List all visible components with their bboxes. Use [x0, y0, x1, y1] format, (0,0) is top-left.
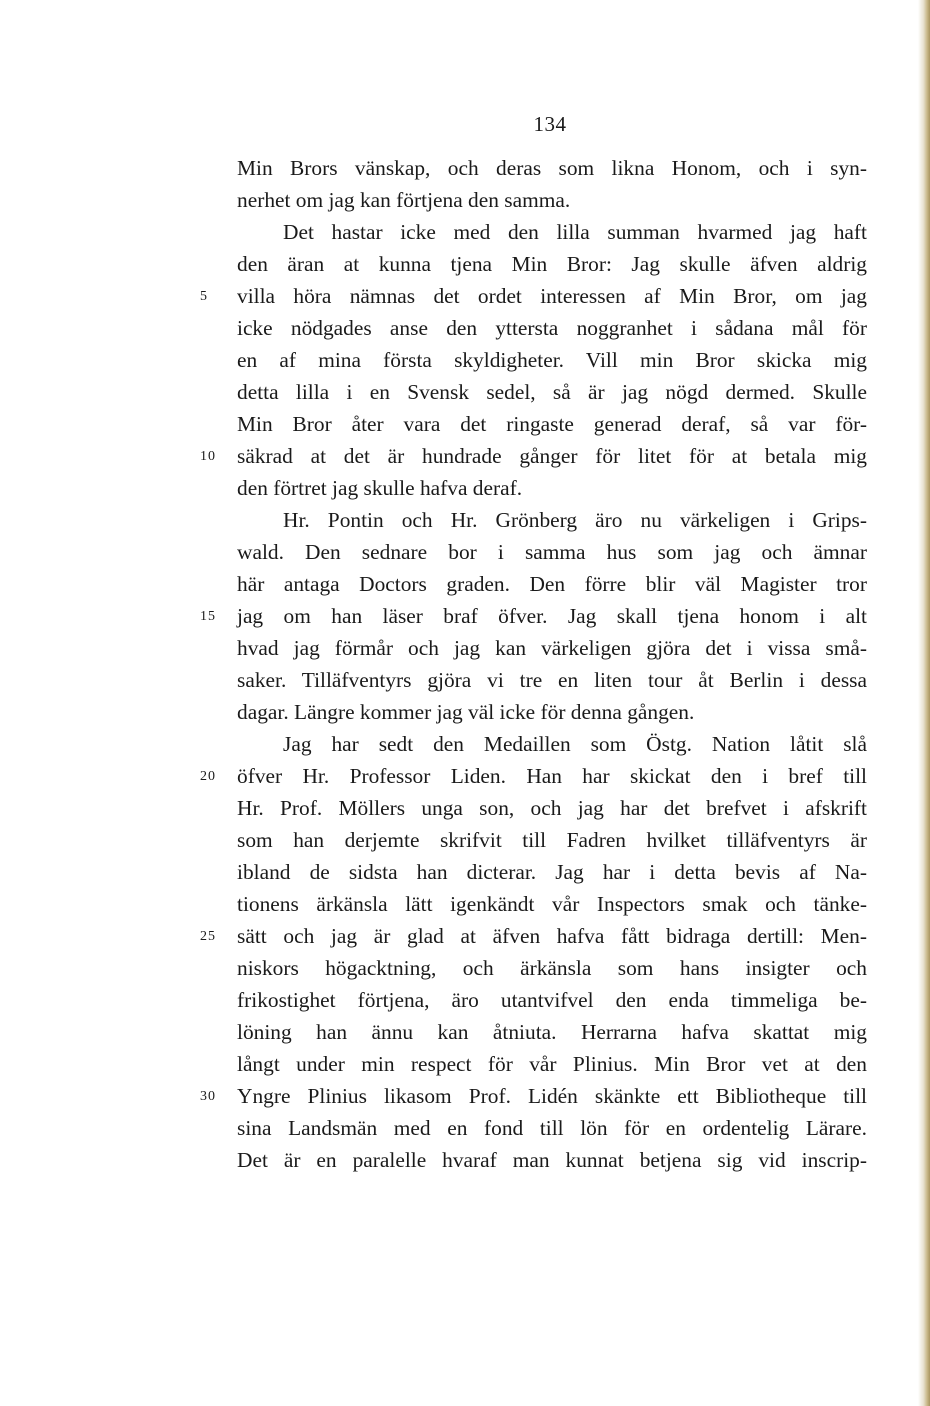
text-line-7: en af mina första skyldigheter. Vill min Bror skicka mig: [237, 348, 867, 372]
text-line-16: hvad jag förmår och jag kan värkeligen gjöra det i vissa små-: [237, 636, 867, 660]
text-line-19: Jag har sedt den Medaillen som Östg. Nation låtit slå: [283, 732, 867, 756]
text-line-21: Hr. Prof. Möllers unga son, och jag har det brefvet i afskrift: [237, 796, 867, 820]
text-line-22: som han derjemte skrifvit till Fadren hvilket tilläfventyrs är: [237, 828, 867, 852]
text-line-32: Det är en paralelle hvaraf man kunnat betjena sig vid inscrip-: [237, 1148, 867, 1172]
text-line-28: löning han ännu kan åtniuta. Herrarna hafva skattat mig: [237, 1020, 867, 1044]
line-number-15: 15: [200, 609, 216, 624]
text-line-15: jag om han läser braf öfver. Jag skall tjena honom i alt: [237, 604, 867, 628]
line-number-30: 30: [200, 1089, 216, 1104]
text-line-29: långt under min respect för vår Plinius. Min Bror vet at den: [237, 1052, 867, 1076]
text-line-6: icke nödgades anse den yttersta noggranhet i sådana mål för: [237, 316, 867, 340]
text-line-10: säkrad at det är hundrade gånger för litet för at betala mig: [237, 444, 867, 468]
text-line-1: Min Brors vänskap, och deras som likna Honom, och i syn-: [237, 156, 867, 180]
page-edge: [918, 0, 930, 1406]
text-line-3: Det hastar icke med den lilla summan hvarmed jag haft: [283, 220, 867, 244]
text-line-31: sina Landsmän med en fond till lön för en ordentelig Lärare.: [237, 1116, 867, 1140]
text-line-17: saker. Tilläfventyrs gjöra vi tre en liten tour åt Berlin i dessa: [237, 668, 867, 692]
page-number: 134: [533, 112, 567, 136]
text-line-13: wald. Den sednare bor i samma hus som jag och ämnar: [237, 540, 867, 564]
text-line-5: villa höra nämnas det ordet interessen af Min Bror, om jag: [237, 284, 867, 308]
line-number-5: 5: [200, 289, 208, 304]
text-line-18: dagar. Längre kommer jag väl icke för denna gången.: [237, 700, 695, 724]
text-line-20: öfver Hr. Professor Liden. Han har skickat den i bref till: [237, 764, 867, 788]
text-line-2: nerhet om jag kan förtjena den samma.: [237, 188, 571, 212]
text-line-23: ibland de sidsta han dicterar. Jag har i detta bevis af Na-: [237, 860, 867, 884]
line-number-20: 20: [200, 769, 216, 784]
line-number-25: 25: [200, 929, 216, 944]
text-line-27: frikostighet förtjena, äro utantvifvel den enda timmeliga be-: [237, 988, 867, 1012]
text-line-12: Hr. Pontin och Hr. Grönberg äro nu värkeligen i Grips-: [283, 508, 867, 532]
text-line-14: här antaga Doctors graden. Den förre blir väl Magister tror: [237, 572, 867, 596]
text-line-9: Min Bror åter vara det ringaste generad deraf, så var för-: [237, 412, 867, 436]
text-line-8: detta lilla i en Svensk sedel, så är jag nögd dermed. Skulle: [237, 380, 867, 404]
text-line-30: Yngre Plinius likasom Prof. Lidén skänkte ett Bibliotheque till: [237, 1084, 867, 1108]
line-number-10: 10: [200, 449, 216, 464]
text-line-11: den förtret jag skulle hafva deraf.: [237, 476, 523, 500]
text-line-4: den äran at kunna tjena Min Bror: Jag skulle äfven aldrig: [237, 252, 867, 276]
text-line-24: tionens ärkänsla lätt igenkändt vår Inspectors smak och tänke-: [237, 892, 867, 916]
text-line-26: niskors högacktning, och ärkänsla som hans insigter och: [237, 956, 867, 980]
text-line-25: sätt och jag är glad at äfven hafva fått bidraga dertill: Men-: [237, 924, 867, 948]
